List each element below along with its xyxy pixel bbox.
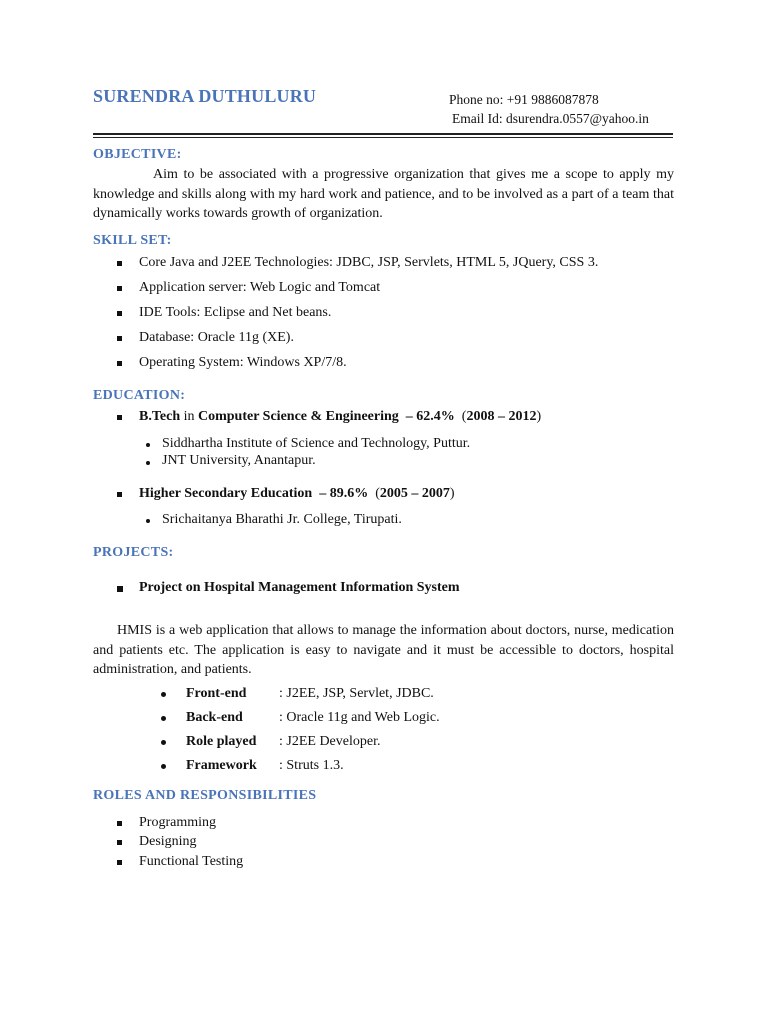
header-divider-thin — [93, 137, 673, 138]
project-detail-value: : J2EE Developer. — [279, 734, 381, 749]
candidate-name: SURENDRA DUTHULURU — [93, 86, 317, 106]
bullet-square-icon — [117, 311, 122, 316]
project-detail-value: : Struts 1.3. — [279, 758, 344, 773]
skill-item: Core Java and J2EE Technologies: JDBC, JSP, Servlets, HTML 5, JQuery, CSS 3. — [139, 255, 599, 270]
project-detail-label: Role played — [186, 734, 257, 749]
bullet-square-icon — [117, 361, 122, 366]
project-detail-label: Front-end — [186, 686, 247, 701]
bullet-square-icon — [117, 415, 122, 420]
bullet-square-icon — [117, 840, 122, 845]
bullet-dot-icon — [146, 519, 150, 523]
bullet-dot-icon — [161, 716, 166, 721]
skill-item: IDE Tools: Eclipse and Net beans. — [139, 305, 332, 320]
role-item: Programming — [139, 815, 216, 830]
bullet-dot-icon — [146, 461, 150, 465]
education-detail: Srichaitanya Bharathi Jr. College, Tirupati. — [162, 512, 402, 527]
skill-item: Operating System: Windows XP/7/8. — [139, 355, 347, 370]
bullet-dot-icon — [161, 692, 166, 697]
bullet-square-icon — [117, 821, 122, 826]
bullet-dot-icon — [161, 764, 166, 769]
education-detail: JNT University, Anantapur. — [162, 453, 316, 468]
roles-heading: ROLES AND RESPONSIBILITIES — [93, 788, 317, 803]
header-divider-thick — [93, 133, 673, 135]
bullet-square-icon — [117, 492, 122, 497]
phone-number: Phone no: +91 9886087878 — [449, 92, 599, 107]
bullet-square-icon — [117, 860, 122, 865]
bullet-square-icon — [117, 586, 123, 592]
education-entry-hsc: Higher Secondary Education – 89.6% (2005 – 2007) — [139, 486, 455, 501]
role-item: Functional Testing — [139, 854, 244, 869]
bullet-square-icon — [117, 261, 122, 266]
project-detail-value: : J2EE, JSP, Servlet, JDBC. — [279, 686, 434, 701]
project-title: Project on Hospital Management Information System — [139, 580, 460, 595]
objective-heading: OBJECTIVE: — [93, 147, 182, 162]
education-detail: Siddhartha Institute of Science and Technology, Puttur. — [162, 436, 471, 451]
bullet-square-icon — [117, 286, 122, 291]
project-detail-value: : Oracle 11g and Web Logic. — [279, 710, 440, 725]
role-item: Designing — [139, 834, 197, 849]
projects-heading: PROJECTS: — [93, 545, 174, 560]
skills-heading: SKILL SET: — [93, 233, 172, 248]
project-detail-label: Back-end — [186, 710, 243, 725]
skill-item: Database: Oracle 11g (XE). — [139, 330, 294, 345]
bullet-dot-icon — [146, 443, 150, 447]
project-detail-label: Framework — [186, 758, 257, 773]
objective-text: Aim to be associated with a progressive organization that gives me a scope to apply my knowledge and skills along with my hard work and patience, and to be involved as a part of a team that dynamically works towards growth of organization. — [93, 167, 674, 221]
education-heading: EDUCATION: — [93, 388, 186, 403]
project-description: HMIS is a web application that allows to manage the information about doctors, nurse, medication and patients etc. The application is easy to navigate and it must be accessible to doctors, hospital administration, and patients. — [93, 623, 674, 677]
bullet-square-icon — [117, 336, 122, 341]
skill-item: Application server: Web Logic and Tomcat — [139, 280, 381, 295]
education-entry-btech: B.Tech in Computer Science & Engineering – 62.4% (2008 – 2012) — [139, 409, 542, 424]
contact-block — [449, 90, 649, 128]
bullet-dot-icon — [161, 740, 166, 745]
email-address: Email Id: dsurendra.0557@yahoo.in — [452, 111, 649, 126]
